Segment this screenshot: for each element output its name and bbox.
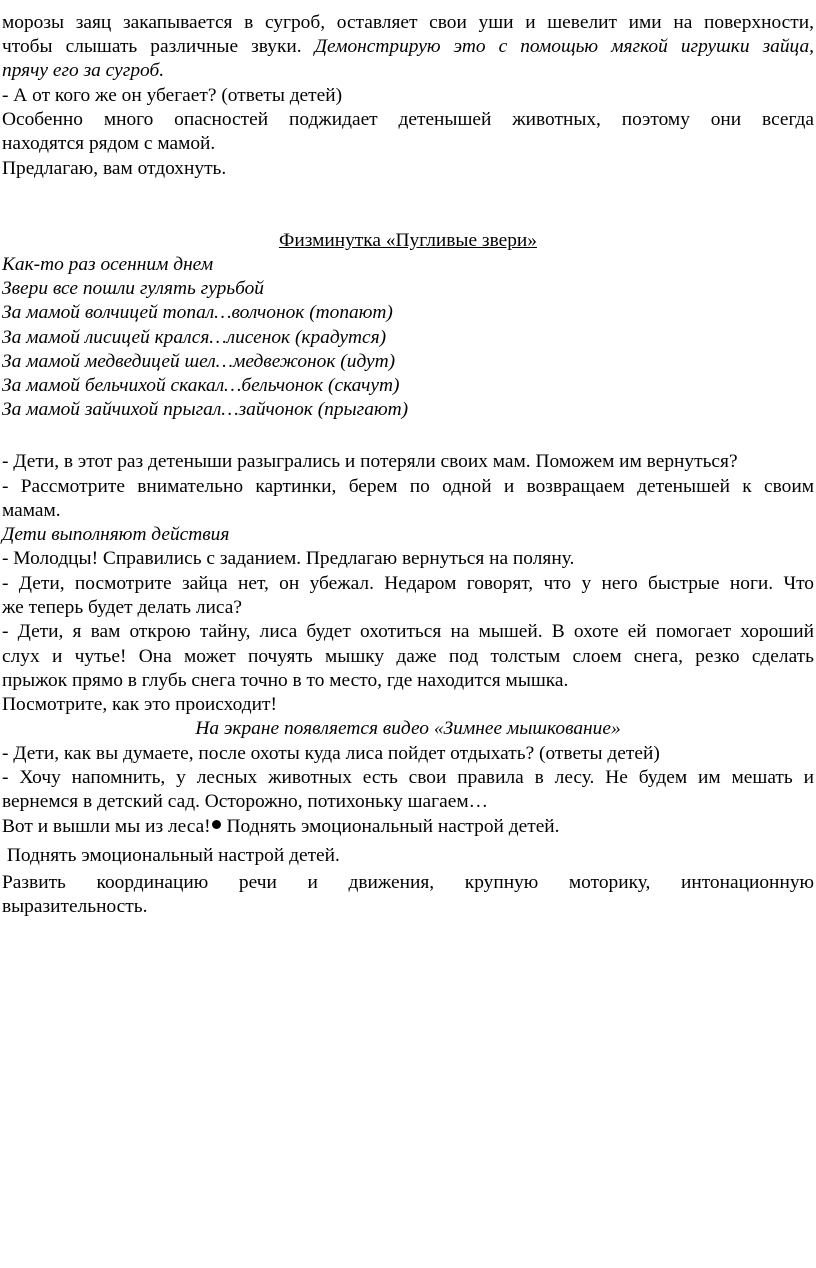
hare-demo-text: Демонстрирую это с помощью мягкой игрушки зайца, xyxy=(314,36,814,57)
dialog-line: Посмотрите, как это происходит! xyxy=(2,694,277,715)
paragraph-danger-line-1: Особенно много опасностей поджидает детенышей животных, поэтому они всегда xyxy=(2,109,814,130)
poem-line: За мамой зайчихой прыгал…зайчонок (прыгают) xyxy=(2,399,409,420)
dialog-line: вернемся в детский сад. Осторожно, потихоньку шагаем… xyxy=(2,791,488,812)
rest-line: Предлагаю, вам отдохнуть. xyxy=(2,158,227,179)
paragraph-hare-line-1: морозы заяц закапывается в сугроб, оставляет свои уши и шевелит ими на поверхности, xyxy=(2,12,814,33)
bullet-icon xyxy=(212,820,221,829)
paragraph-hare-line-3: прячу его за сугроб. xyxy=(2,60,165,81)
hare-text: чтобы слышать различные звуки. xyxy=(2,36,302,57)
goal-line: Поднять эмоциональный настрой детей. xyxy=(2,845,340,866)
question-line: - А от кого же он убегает? (ответы детей) xyxy=(2,85,343,106)
dialog-action-line: Дети выполняют действия xyxy=(2,524,230,545)
goal-text: Поднять эмоциональный настрой детей. xyxy=(226,816,560,837)
forest-exit-text: Вот и вышли мы из леса! xyxy=(2,816,211,837)
poem-line: За мамой волчицей топал…волчонок (топают) xyxy=(2,302,393,323)
paragraph-hare-line-2 xyxy=(2,35,814,59)
poem-line: За мамой медведицей шел…медвежонок (идут) xyxy=(2,351,396,372)
dialog-line: - Дети, как вы думаете, после охоты куда лиса пойдет отдыхать? (ответы детей) xyxy=(2,743,660,764)
video-note-line: На экране появляется видео «Зимнее мышкование» xyxy=(195,718,621,739)
poem-line: За мамой бельчихой скакал…бельчонок (скачут) xyxy=(2,375,400,396)
dialog-line: - Хочу напомнить, у лесных животных есть свои правила в лесу. Не будем им мешать и xyxy=(2,767,814,788)
paragraph-danger-line-2: находятся рядом с мамой. xyxy=(2,133,216,154)
dialog-line xyxy=(2,815,814,839)
goal-line: Развить координацию речи и движения, крупную моторику, интонационную xyxy=(2,872,814,893)
goal-line: выразительность. xyxy=(2,896,148,917)
dialog-line: - Дети, посмотрите зайца нет, он убежал. Недаром говорят, что у него быстрые ноги. Что xyxy=(2,573,814,594)
dialog-line: - Дети, в этот раз детеныши разыгрались и потеряли своих мам. Поможем им вернуться? xyxy=(2,451,738,472)
dialog-line: - Дети, я вам открою тайну, лиса будет охотиться на мышей. В охоте ей помогает хороший xyxy=(2,621,814,642)
poem-line: За мамой лисицей крался…лисенок (крадутся) xyxy=(2,327,387,348)
poem-line: Как-то раз осенним днем xyxy=(2,254,214,275)
dialog-line: же теперь будет делать лиса? xyxy=(2,597,242,618)
dialog-line: - Молодцы! Справились с заданием. Предлагаю вернуться на поляну. xyxy=(2,548,575,569)
dialog-line: мамам. xyxy=(2,500,61,521)
fizminutka-title xyxy=(0,229,816,253)
dialog-line: - Рассмотрите внимательно картинки, берем по одной и возвращаем детенышей к своим xyxy=(2,476,814,497)
dialog-line: прыжок прямо в глубь снега точно в то место, где находится мышка. xyxy=(2,670,569,691)
poem-line: Звери все пошли гулять гурьбой xyxy=(2,278,264,299)
fizminutka-title-text: Физминутка «Пугливые звери» xyxy=(279,230,537,251)
dialog-line: слух и чутье! Она может почуять мышку даже под толстым слоем снега, резко сделать xyxy=(2,646,814,667)
